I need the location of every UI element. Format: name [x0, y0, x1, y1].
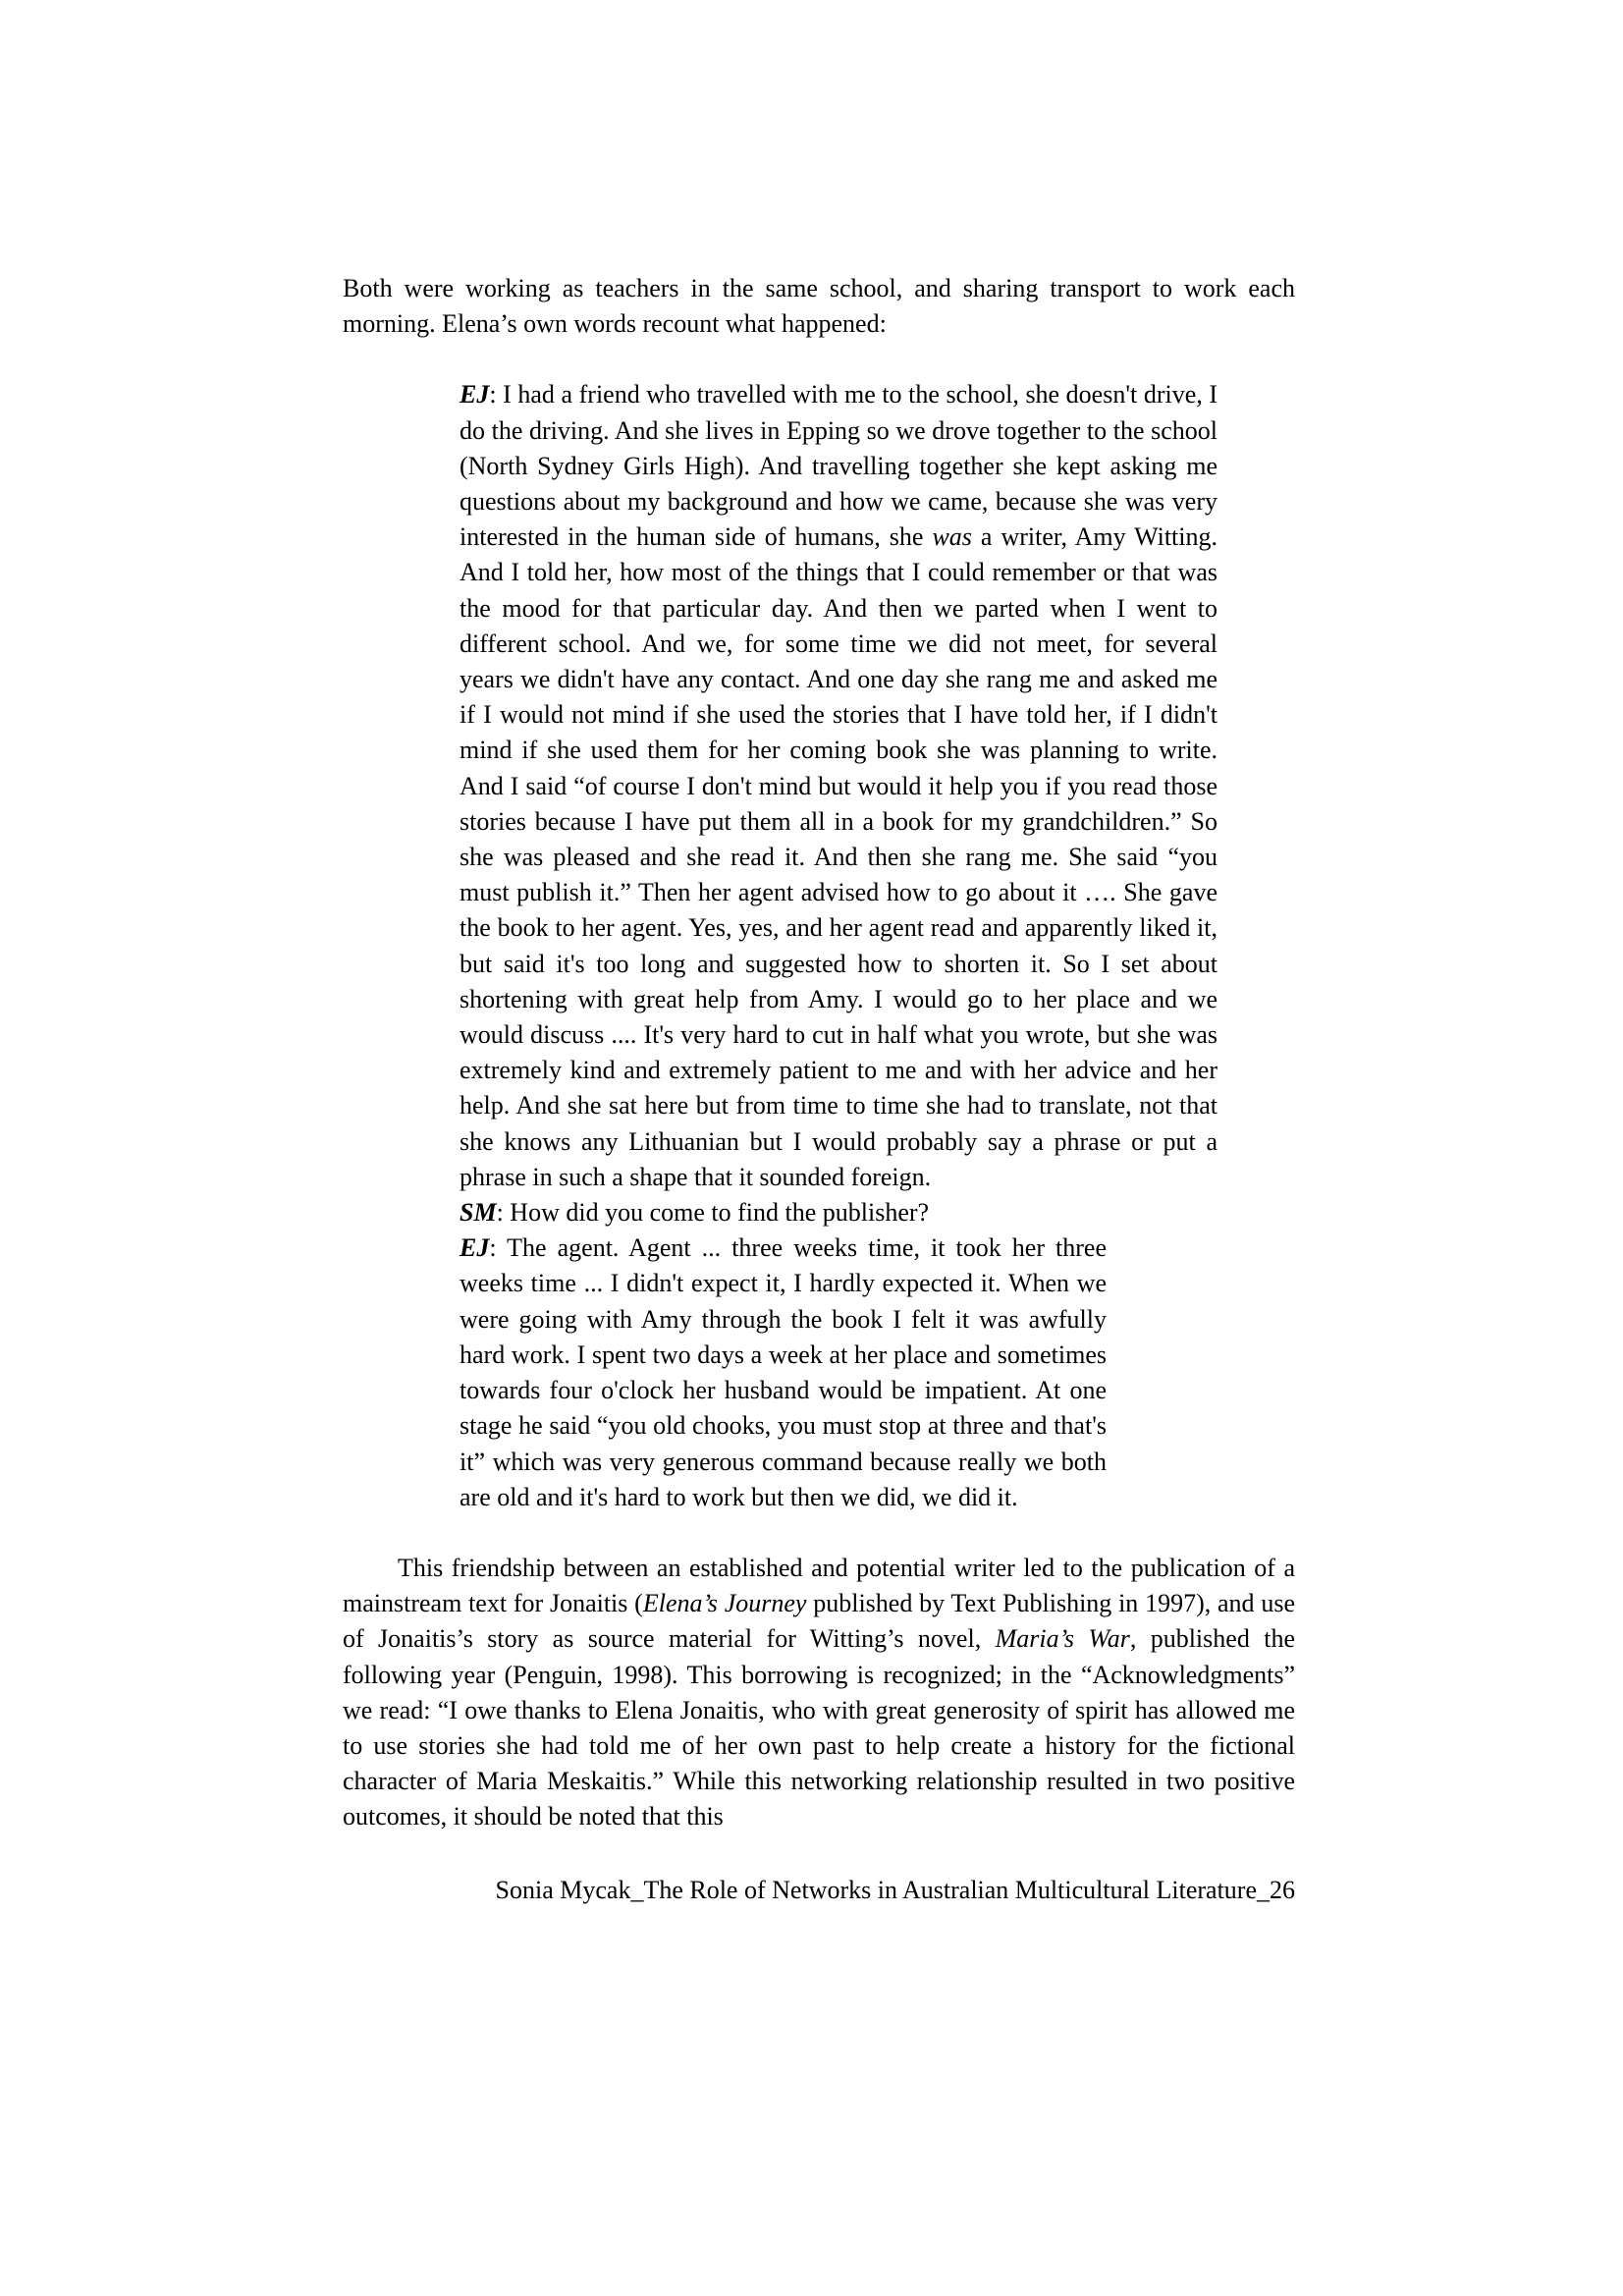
speaker-label: EJ: [460, 380, 490, 410]
book-title: Maria’s War: [995, 1624, 1130, 1654]
interview-turn-sm: [460, 1195, 1217, 1230]
page-footer: Sonia Mycak_The Role of Networks in Australian Multicultural Literature_26: [495, 1875, 1295, 1904]
emphasis-text: was: [932, 522, 972, 552]
interview-text: : The agent. Agent ... three weeks time, it took her three weeks time ... I didn't expect it, I hardly expected it. When we were going with Amy through the book I felt it was awfully hard work. I spent two days a week at her place and sometimes towards four o'clock her husband would be impatient. At one stage he said “you old chooks, you must stop at three and that's it” which was very generous command because really we both are old and it's hard to work but then we did, we did it.: [460, 1233, 1107, 1511]
body-text: This friendship between an established and potential writer led to the publication of a mainstream text for Jonaitis (: [343, 1553, 1295, 1618]
speaker-label: SM: [460, 1198, 497, 1228]
body-paragraph: [343, 1551, 1295, 1835]
interview-text: : How did you come to find the publisher?: [496, 1198, 930, 1228]
body-text: , published the following year (Penguin, 1998). This borrowing is recognized; in the “Acknowledgments” we read: “I owe thanks to Elena Jonaitis, who with great generosity of spirit has allowed me to use stories she had told me of her own past to help create a history for the fictional character of Maria Meskaitis.” While this networking relationship resulted in two positive outcomes, it should be noted that this: [343, 1624, 1295, 1831]
body-text: published by Text Publishing in 1997), and use of Jonaitis’s story as source material for Witting’s novel,: [343, 1589, 1296, 1654]
interview-turn-ej-2: [460, 1230, 1107, 1515]
interview-text: : I had a friend who travelled with me to the school, she doesn't drive, I do the driving. And she lives in Epping so we drove together to the school (North Sydney Girls High). And travelling together she kept asking me questions about my background and how we came, because she was very interested in the human side of humans, she: [460, 380, 1217, 552]
speaker-label: EJ: [460, 1233, 490, 1263]
book-title: Elena’s Journey: [642, 1589, 807, 1618]
interview-block-quote: [460, 377, 1217, 1515]
interview-text: a writer, Amy Witting. And I told her, how most of the things that I could remember or that was the mood for that particular day. And then we parted when I went to different school. And we, for some time we did not meet, for several years we didn't have any contact. And one day she rang me and asked me if I would not mind if she used the stories that I have told her, if I didn't mind if she used them for her coming book she was planning to write. And I said “of course I don't mind but would it help you if you read those stories because I have put them all in a book for my grandchildren.” So she was pleased and she read it. And then she rang me. She said “you must publish it.” Then her agent advised how to go about it …. She gave the book to her agent. Yes, yes, and her agent read and apparently liked it, but said it's too long and suggested how to shorten it. So I set about shortening with great help from Amy. I would go to her place and we would discuss .... It's very hard to cut in half what you wrote, but she was extremely kind and extremely patient to me and with her advice and her help. And she sat here but from time to time she had to translate, not that she knows any Lithuanian but I would probably say a phrase or put a phrase in such a shape that it sounded foreign.: [460, 522, 1217, 1191]
page-content: [343, 271, 1295, 1908]
interview-turn-ej-1: [460, 377, 1217, 1195]
intro-paragraph: Both were working as teachers in the same school, and sharing transport to work each morning. Elena’s own words recount what happened:: [343, 274, 1295, 339]
